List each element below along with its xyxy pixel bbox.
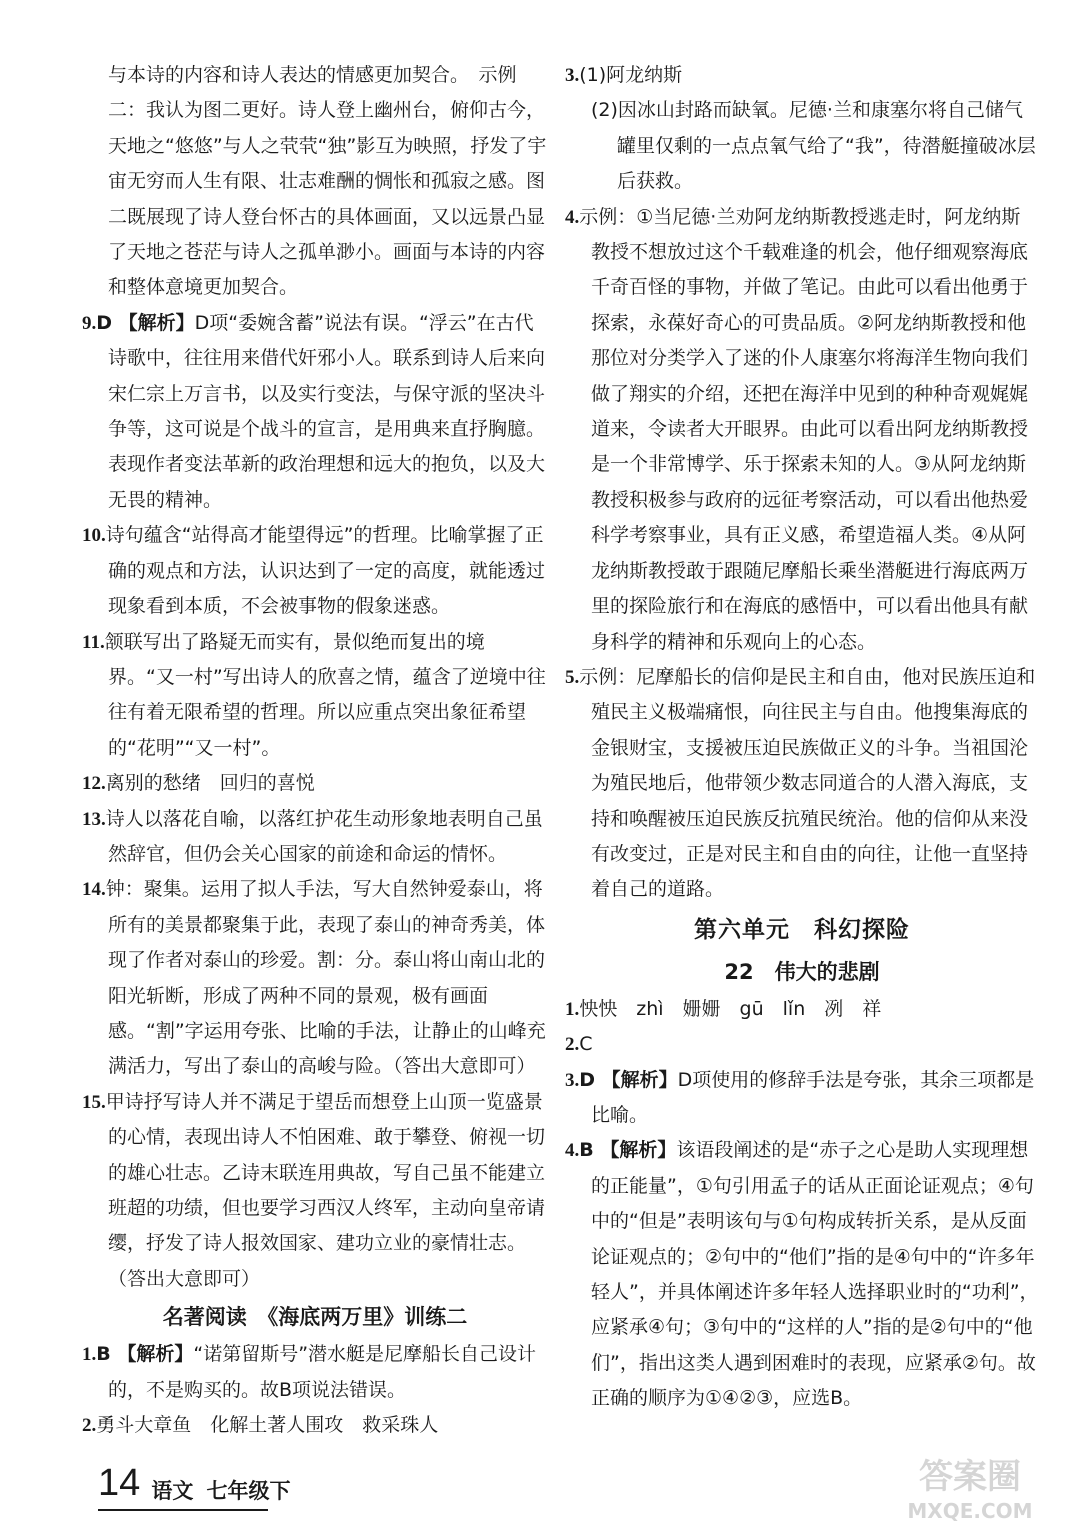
- section-answer-3: 3.(1)阿龙纳斯: [565, 64, 683, 86]
- watermark-text: 答案圈: [919, 1457, 1021, 1497]
- section-answer-4: 4.示例：①当尼德·兰劝阿龙纳斯教授逃走时，阿龙纳斯教授不想放过这个千载难逢的机会，他仔细观察海底千奇百怪的事物，并做了笔记。由此可以看出他勇于探索，永葆好奇心的可贵品质。②阿龙纳斯教授和他那位对分类学入了迷的仆人康塞尔将海洋生物向我们做了翔实的介绍，还把在海洋中见到的种种奇观娓娓道来，令读者大开眼界。由此可以看出阿龙纳斯教授是一个非常博学、乐于探索未知的人。③从阿龙纳斯教授积极参与政府的远征考察活动，可以看出他热爱科学考察事业，具有正义感，希望造福人类。④从阿龙纳斯教授敢于跟随尼摩船长乘坐潜艇进行海底两万里的探险旅行和在海底的感悟中，可以看出他具有献身科学的精神和乐观向上的心态。: [565, 205, 1029, 653]
- answer-10: 10.诗句蕴含“站得高才能望得远”的哲理。比喻掌握了正确的观点和方法，认识达到了一定的高度，就能透过现象看到本质，不会被事物的假象迷惑。: [82, 524, 546, 618]
- section-title: 名著阅读 《海底两万里》训练二: [162, 1305, 468, 1330]
- lesson-answer-3: 3.D 【解析】D项使用的修辞手法是夸张，其余三项都是比喻。: [565, 1068, 1035, 1126]
- watermark-logo: [870, 1446, 1070, 1526]
- unit-title: 第六单元 科幻探险: [694, 916, 910, 943]
- right-column: [565, 58, 1039, 1417]
- watermark-url: MXQE.COM: [907, 1499, 1033, 1523]
- answer-11: 11.颔联写出了路疑无而实有，景似绝而复出的境界。“又一村”写出诗人的欣喜之情，蕴含了逆境中往往有着无限希望的哲理。所以应重点突出象征希望的“花明”“又一村”。: [82, 630, 546, 759]
- lesson-title: 22 伟大的悲剧: [724, 959, 880, 984]
- answer-14: 14.钟：聚集。运用了拟人手法，写大自然钟爱泰山，将所有的美景都聚集于此，表现了泰山的神奇秀美，体现了作者对泰山的珍爱。割：分。泰山将山南山北的阳光斩断，形成了两种不同的景观，极有画面感。“割”字运用夸张、比喻的手法，让静止的山峰充满活力，写出了泰山的高峻与险。（答出大意即可）: [82, 878, 546, 1078]
- answer-13: 13.诗人以落花自喻，以落红护花生动形象地表明自己虽然辞官，但仍会关心国家的前途和命运的情怀。: [82, 807, 543, 865]
- grade-label: 七年级下: [206, 1479, 291, 1503]
- answer-9: 9.D 【解析】D项“委婉含蓄”说法有误。“浮云”在古代诗歌中，往往用来借代奸邪小人。联系到诗人后来向宋仁宗上万言书，以及实行变法，与保守派的坚决斗争等，这可说是个战斗的宣言，是用典来直抒胸臆。表现作者变法革新的政治理想和远大的抱负，以及大无畏的精神。: [82, 311, 546, 511]
- lesson-answer-1: 1.怏怏 zhì 姗姗 gū lǐn 冽 祥: [565, 997, 882, 1020]
- left-column: [82, 58, 548, 1443]
- answer-15: 15.甲诗抒写诗人并不满足于望岳而想登上山顶一览盛景的心情，表现出诗人不怕困难、敢于攀登、俯视一切的雄心壮志。乙诗末联连用典故，写自己虽不能建立班超的功绩，但也要学习西汉人终军，主动向皇帝请缨，抒发了诗人报效国家、建功立业的豪情壮志。（答出大意即可）: [82, 1090, 546, 1290]
- page-footer: [98, 1461, 290, 1509]
- answer-continuation: 与本诗的内容和诗人表达的情感更加契合。 示例二：我认为图二更好。诗人登上幽州台，俯仰古今，天地之“悠悠”与人之茕茕“独”影互为映照，抒发了宇宙无穷而人生有限、壮志难酬的惆怅和孤寂之感。图二既展现了诗人登台怀古的具体画面，又以远景凸显了天地之苍茫与诗人之孤单渺小。画面与本诗的内容和整体意境更加契合。: [108, 64, 547, 299]
- section-answer-5: 5.示例：尼摩船长的信仰是民主和自由，他对民族压迫和殖民主义极端痛恨，向往民主与自由。他搜集海底的金银财宝，支援被压迫民族做正义的斗争。当祖国沦为殖民地后，他带领少数志同道合的人潜入海底，支持和唤醒被压迫民族反抗殖民统治。他的信仰从来没有改变过，正是对民主和自由的向往，让他一直坚持着自己的道路。: [565, 665, 1036, 901]
- section-answer-1: 1.B 【解析】“诺第留斯号”潜水艇是尼摩船长自己设计的，不是购买的。故B项说法错误。: [82, 1343, 537, 1401]
- lesson-answer-2: 2.C: [565, 1033, 593, 1056]
- subject-label: 语文: [151, 1479, 194, 1503]
- answer-12: 12.离别的愁绪 回归的喜悦: [82, 772, 315, 795]
- lesson-answer-4: 4.B 【解析】该语段阐述的是“赤子之心是助人实现理想的正能量”，①句引用孟子的话从正面论证观点；④句中的“但是”表明该句与①句构成转折关系，是从反面论证观点的；②句中的“他们”指的是④句中的“许多年轻人”，并具体阐述许多年轻人选择职业时的“功利”，应紧承④句；③句中的“这样的人”指的是②句中的“他们”，指出这类人遇到困难时的表现，应紧承②句。故正确的顺序为①④②③，应选B。: [565, 1139, 1039, 1410]
- page-number: 14: [98, 1462, 141, 1504]
- section-answer-3-2: (2)因冰山封路而缺氧。尼德·兰和康塞尔将自己储气罐里仅剩的一点点氧气给了“我”，待潜艇撞破冰层后获救。: [591, 99, 1036, 193]
- section-answer-2: 2.勇斗大章鱼 化解土著人围攻 救采珠人: [82, 1414, 439, 1437]
- footer-rule: [98, 1509, 268, 1511]
